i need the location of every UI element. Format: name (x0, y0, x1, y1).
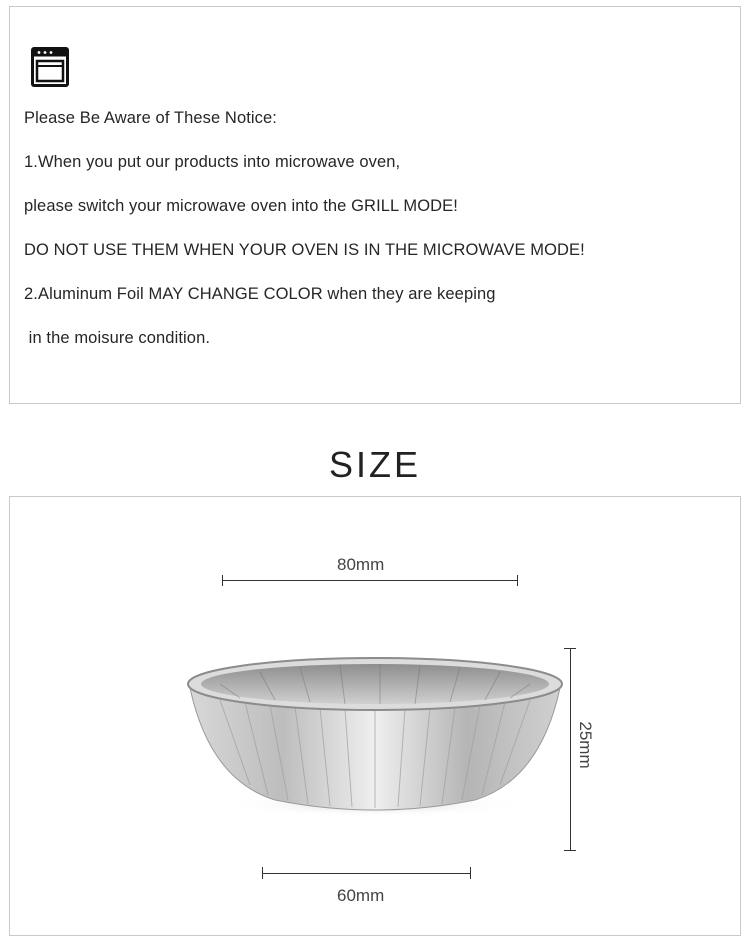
notice-heading: Please Be Aware of These Notice: (24, 109, 277, 127)
height-label: 25mm (576, 721, 595, 769)
bottom-diameter-line (262, 873, 471, 874)
notice-line-1: 1.When you put our products into microwave oven, (24, 153, 401, 171)
notice-line-4: 2.Aluminum Foil MAY CHANGE COLOR when they are keeping (24, 285, 496, 303)
height-line (570, 648, 571, 851)
bottom-diameter-tick-left (262, 867, 263, 879)
foil-cup-image (180, 650, 570, 820)
height-tick-top (564, 648, 576, 649)
bottom-diameter-tick-right (470, 867, 471, 879)
top-diameter-tick-right (517, 575, 518, 586)
top-diameter-line (222, 580, 518, 581)
size-title: SIZE (328, 444, 421, 485)
notice-line-5: in the moisure condition. (24, 329, 211, 347)
notice-line-2: please switch your microwave oven into the GRILL MODE! (24, 197, 458, 215)
height-tick-bottom (564, 850, 576, 851)
top-diameter-tick-left (222, 575, 223, 586)
top-diameter-label: 80mm (337, 555, 385, 574)
oven-icon (31, 47, 69, 87)
bottom-diameter-label: 60mm (337, 886, 385, 905)
notice-line-3: DO NOT USE THEM WHEN YOUR OVEN IS IN THE MICROWAVE MODE! (24, 241, 585, 259)
